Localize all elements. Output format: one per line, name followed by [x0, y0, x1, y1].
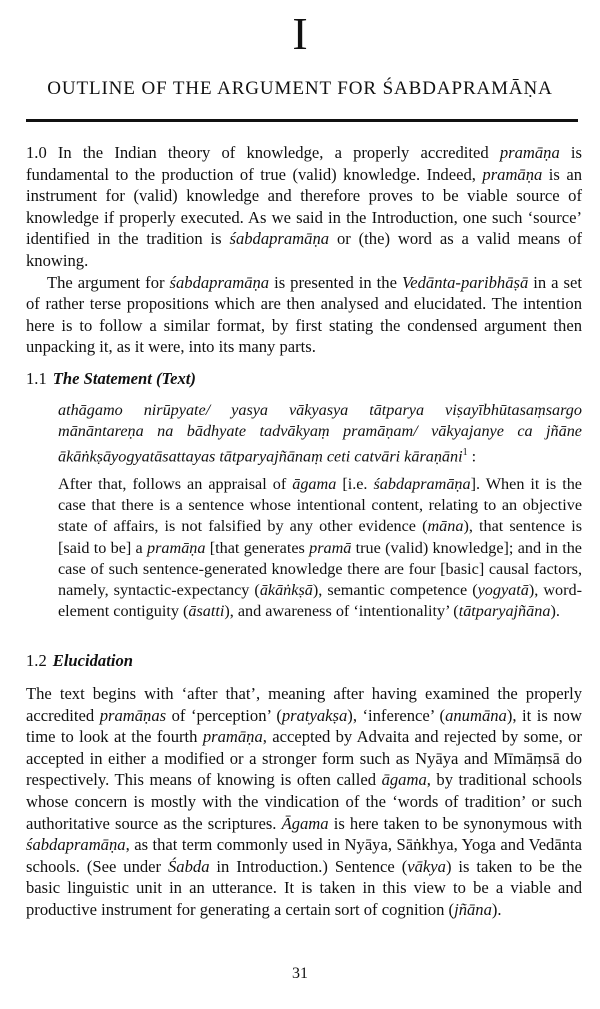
- section-number: 1.1: [26, 369, 47, 388]
- paragraph: 1.0 In the Indian theory of knowledge, a properly accredited pramāṇa is fundamental to the production of true (valid) knowledge. Indeed, pramāṇa is an instrument for (valid) knowledge and therefore proves to be viable source of knowledge if properly executed. As we said in the Introduction, one such ‘source’ identified in the tradition is śabdapramāṇa or (the) word as a valid means of knowing.: [26, 143, 583, 270]
- paragraph: The argument for śabdapramāṇa is presented in the Vedānta-paribhāṣā in a set of rather terse propositions which are then analysed and elucidated. The intention here is to follow a similar format, by first stating the condensed argument then unpacking it, as it were, into its many parts.: [26, 272, 582, 357]
- chapter-number: I: [292, 8, 308, 59]
- section-1-1-heading: [26, 368, 582, 390]
- section-title: Elucidation: [52, 651, 133, 670]
- sanskrit-quote: athāgamo nirūpyate/ yasya vākyasya tātparya viṣayībhūtasaṃsargo mānāntareṇa na bādhyate tadvākyaṃ pramāṇam/ vākyajanye ca jñāne ākāṅkṣāyogyatāsattayas tātparyajñānaṃ ceti catvāri kāraṇāni$^1$ :: [58, 401, 582, 466]
- title-rule: [26, 119, 578, 122]
- paragraph: The text begins with ‘after that’, meaning after having examined the properly accredited pramāṇas of ‘perception’ (pratyakṣa), ‘inference’ (anumāna), it is now time to look at the fourth pramāṇa, accepted by Advaita and rejected by some, or accepted in either a modified or a stronger form such as Nyāya and Mīmāṃsā do respectively. This means of knowing is often called āgama, by traditional schools whose concern is mostly with the vindication of the ‘words of tradition’ or such authoritative source as the scriptures. Āgama is here taken to be synonymous with śabdapramāṇa, as that term commonly used in Nyāya, Sāṅkhya, Yoga and Vedānta schools. (See under Śabda in Introduction.) Sentence (vākya) is taken to be the basic linguistic unit in an utterance. It is taken in this view to be a viable and productive instrument for generating a certain sort of cognition (jñāna).: [26, 684, 582, 919]
- footnote-ref: 1: [462, 447, 468, 459]
- section-title: The Statement (Text): [52, 369, 196, 388]
- page-number: 31: [292, 965, 308, 982]
- section-1-2: [26, 683, 582, 921]
- chapter-title: OUTLINE OF THE ARGUMENT FOR ŚABDAPRAMĀṆA: [47, 78, 553, 99]
- section-1-2-heading: [26, 650, 582, 672]
- section-1-0: [26, 142, 582, 358]
- translation-block: After that, follows an appraisal of āgama [i.e. śabdapramāṇa]. When it is the case that there is a sentence whose intentional content, relating to an objective state of affairs, is not falsified by any other evidence (māna), that sentence is [said to be] a pramāṇa [that generates pramā true (valid) knowledge]; and in the case of such sentence-generated knowledge there are four [basic] causal factors, namely, syntactic-expectancy (ākāṅkṣā), semantic competence (yogyatā), word-element contiguity (āsatti), and awareness of ‘intentionality’ (tātparyajñāna).: [58, 475, 582, 621]
- section-number: 1.2: [26, 651, 47, 670]
- sanskrit-text: athāgamo nirūpyate/ yasya vākyasya tātparya viṣayībhūtasaṃsargo mānāntareṇa na bādhyate tadvākyaṃ pramāṇam/ vākyajanye ca jñāne ākāṅkṣāyogyatāsattayas tātparyajñānaṃ ceti catvāri kāraṇāni: [58, 401, 582, 466]
